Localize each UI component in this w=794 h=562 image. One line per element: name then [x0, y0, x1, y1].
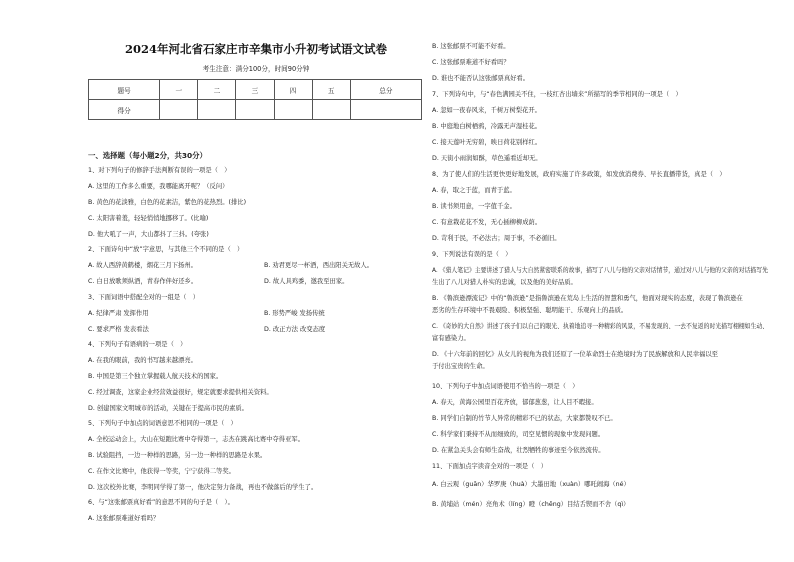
question-line: 6、与“这张邮票真好看”的意思不同的句子是（ ）。 [88, 499, 234, 506]
score-table-score-row [89, 100, 422, 120]
question-option: C. 经过调查，这家企业经营效益很好，规定就要求提供相关资料。 [88, 389, 273, 396]
question-line: 4、下列句子有语病的一项是（ ） [88, 341, 187, 348]
question-option: B. 同学们自制的竹节人异常的精彩不已的状态，大家都赞叹不已。 [432, 415, 617, 422]
question-line: 10、下列句子中加点词语使用不恰当的一项是（ ） [432, 383, 579, 390]
question-line: 5、下列句子中加点的词语意思不相同的一项是（ ） [88, 420, 237, 427]
question-option: B. 这张邮票不可能不好看。 [432, 43, 510, 50]
question-option: B. 中国是第三个独立掌握载人航天技术的国家。 [88, 373, 223, 380]
score-cell[interactable] [236, 100, 274, 120]
question-option-continued: 富有感染力。 [432, 335, 470, 342]
score-table-header: 总分 [350, 80, 421, 100]
question-option: B. 《鲁滨逊漂流记》中的“鲁滨逊”是指鲁滨逊在荒岛上生活的智慧和勇气，他面对现实的态度，表现了鲁滨逊在 [432, 295, 743, 302]
question-option: D. 改正方法 改变态度 [264, 326, 326, 333]
question-option: A. 这里的工作多么重要，我哪能离开呢？（反问） [88, 183, 229, 190]
question-option: B. 劝君更尽一杯酒，西出阳关无故人。 [264, 262, 374, 269]
question-line: 1、对下列句子的修辞手法判断有误的一项是（ ） [88, 167, 231, 174]
question-option: A. 春天，黄海公园里百花齐放，郁郁葱葱，让人目不暇接。 [432, 399, 598, 406]
score-table-header: 三 [236, 80, 274, 100]
question-option: D. 《十六年前的回忆》从女儿的视角为我们还原了一位革命烈士在绝境时为了民族解放和人民幸福以至 [432, 351, 718, 358]
question-line: 7、下列诗句中，与“春色满园关不住，一枝红杏出墙来”所描写的季节相同的一项是（ ） [432, 91, 682, 98]
question-line: 2、下面诗句中“放”字意思，与其他三个不同的是（ ） [88, 246, 244, 253]
score-table-header: 四 [274, 80, 312, 100]
exam-notice: 考生注意：满分100分，时间90分钟 [202, 65, 310, 73]
score-table-header: 二 [198, 80, 236, 100]
question-option: C. 这张邮票难道不好看吗？ [432, 59, 510, 66]
question-option: C. 要求严格 发表看法 [88, 326, 149, 333]
score-cell[interactable] [198, 100, 236, 120]
question-option-continued: 恶劣的生存环境中不畏艰险、积极坚强、聪明能干、乐观向上的品质。 [432, 307, 628, 314]
question-option: B. 中庭地白树栖鸦，冷露无声湿桂花。 [432, 123, 542, 130]
question-option-continued: 于付出宝贵的生命。 [432, 363, 489, 370]
question-option: A. 故人西辞黄鹤楼，烟花三月下扬州。 [88, 262, 197, 269]
question-option: B. 形势严峻 发扬传统 [264, 310, 325, 317]
question-option: D. 创建国家文明城市的活动，关键在于提高市民的素质。 [88, 405, 248, 412]
question-option: A. 忽如一夜春风来，千树万树梨花开。 [432, 107, 541, 114]
question-option: D. 这次校外比赛，李明同学得了第一，他决定努力备战，再也不做落后的学生了。 [88, 484, 318, 491]
question-option: B. 读书须用意，一字值千金。 [432, 203, 516, 210]
question-line: 11、下面加点字读音全对的一项是（ ） [432, 463, 548, 470]
question-option: A. 在我的眼前，我的书写越来越漂亮。 [88, 357, 197, 364]
question-option: B. 黄色的花淡雅，白色的花素洁，紫色的花热烈。(排比) [88, 199, 247, 206]
question-option: C. 科学家们秉持不从而细致的，司空见惯的现象中发现问题。 [432, 431, 605, 438]
page-title: 2024年河北省石家庄市辛集市小升初考试语文试卷 [124, 42, 387, 56]
question-option: D. 在紧急关头会有师生奋战，壮烈牺牲的事迹至今依然流传。 [432, 447, 605, 454]
question-option: C. 白日放歌须纵酒，青春作伴好还乡。 [88, 278, 198, 285]
question-option: C. 太阳害着羞，轻轻悄悄地挪移了。(比喻) [88, 215, 209, 222]
score-cell[interactable] [350, 100, 421, 120]
question-line: 3、下面词语中搭配全对的一组是（ ） [88, 294, 200, 301]
question-option: C. 有意栽花花不发，无心插柳柳成荫。 [432, 219, 542, 226]
score-table-header-row [89, 80, 422, 100]
question-option-continued: 生出了八儿对猎人朴实的忠诚，以及他的美好品质。 [432, 279, 577, 286]
score-table [88, 79, 422, 120]
question-option: D. 苛利于民，不必法古；周于事，不必循旧。 [432, 235, 561, 242]
score-cell[interactable] [160, 100, 198, 120]
score-table-header: 一 [160, 80, 198, 100]
question-option: B. 试验阻挡，一边一种样的思路，另一边一种样的思路是水果。 [88, 452, 267, 459]
score-cell[interactable] [312, 100, 350, 120]
question-option: A. 春，取之于蓝，而青于蓝。 [432, 187, 516, 194]
question-line: 9、下列说法有误的是（ ） [432, 251, 512, 258]
question-option: A. 《猎人笔记》主要讲述了猎人与大自然紧密联系的故事，描写了八儿与他的父亲对话情节，通过对八儿与他的父亲的对话描写先 [432, 267, 768, 274]
question-line: 8、为了使人们的生活更快更好地发展，政府实施了许多政策，如发放消费券、早长直播带货，真是（ ） [432, 171, 726, 178]
score-cell[interactable] [274, 100, 312, 120]
question-option: D. 他大吼了一声，大山都抖了三抖。(夸张) [88, 231, 209, 238]
question-option: C. 接天莲叶无穷碧，映日荷花别样红。 [432, 139, 542, 146]
question-option: D. 天街小雨润如酥，草色遥看近却无。 [432, 155, 542, 162]
question-option: A. 这张邮票难道好看吗？ [88, 515, 160, 522]
question-option: B. 黄埔站（mén）亮角术（líng）瞪（chēng）目结舌锲而不舍（qì） [432, 501, 630, 508]
score-table-header: 五 [312, 80, 350, 100]
section-heading: 一、选择题（每小题2分，共30分） [88, 151, 207, 160]
question-option: C. 《奇妙的大自然》讲述了孩子们以自己的眼光、执着地追寻一种精彩的风景，不易发现的、一去不复返的时光描写栩栩如生动、 [432, 323, 769, 330]
question-option: D. 故人具鸡黍，邀我至田家。 [264, 278, 349, 285]
question-option: A. 白云观（guān）华罗庚（huà）大墨田地（xuàn）哪吒闹海（né） [432, 481, 630, 488]
score-table-header: 题号 [89, 80, 160, 100]
score-row-label: 得分 [89, 100, 160, 120]
question-option: D. 谁也不能否认这张邮票真好看。 [432, 75, 530, 82]
question-option: A. 纪律严肃 发挥作用 [88, 310, 149, 317]
question-option: A. 全校运动会上，大山在短跑比赛中夺得第一，志杰在跳高比赛中夺得亚军。 [88, 436, 304, 443]
question-option: C. 在作文比赛中，他获得一等奖，宁宁获得二等奖。 [88, 468, 235, 475]
